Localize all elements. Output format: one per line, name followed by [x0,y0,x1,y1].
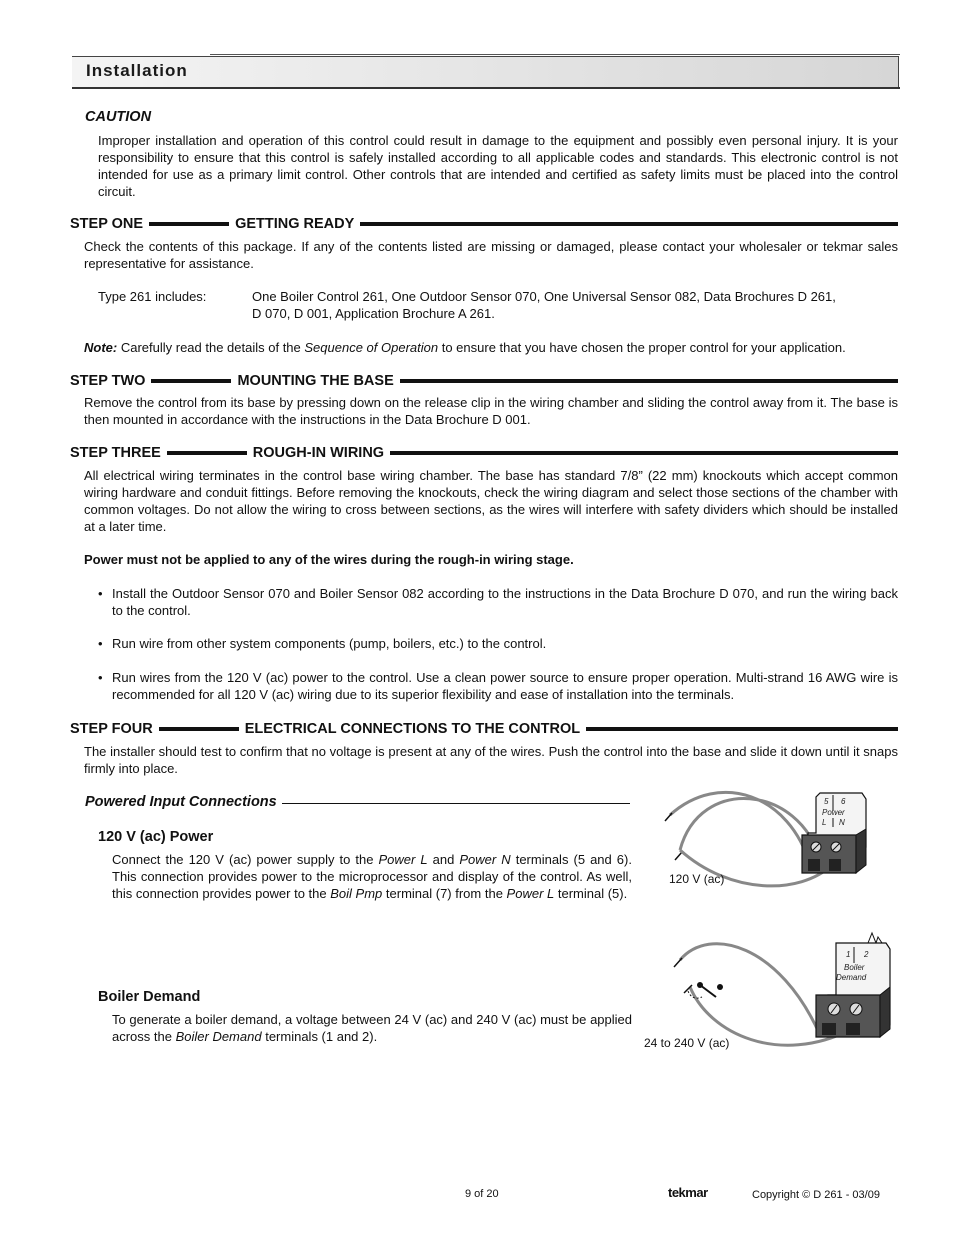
note-text: Carefully read the details of the [117,340,305,355]
note-emphasis: Sequence of Operation [304,340,439,355]
boiler-demand-text: To generate a boiler demand, a voltage between 24 V (ac) and 240 V (ac) must be applied across the Boiler Demand terminals (1 and 2). [112,1012,632,1044]
list-item-text: Install the Outdoor Sensor 070 and Boiler Sensor 082 according to the instructions in the Data Brochure D 070, and run the wiring back to the control. [112,586,898,618]
bullet-dot: • [98,670,103,685]
step-rule [586,727,898,731]
terminal-label: Power [822,808,845,817]
rough-in-warning: Power must not be applied to any of the wires during the rough-in wiring stage. [84,552,574,567]
caution-text: Improper installation and operation of this control could result in damage to the equipment and possibly even personal injury. It is your responsibility to ensure that this control is safely installed according to all applicable codes and standards. This electronic control is not intended for use as a primary limit control. Other controls that are intended and certified as safety limits must be placed into the control circuit. [98,133,898,199]
terminal-number: 5 [824,797,829,806]
step-three-heading [70,443,898,463]
terminal-number: 1 [846,950,851,959]
brand-logo: tekmar [668,1185,708,1200]
step-rule [360,222,898,226]
step-two-text: Remove the control from its base by pressing down on the release clip in the wiring chamber and sliding the control away from it. The base is then mounted in accordance with the instructions in the Data Brochure D 001. [84,395,898,427]
power-title: 120 V (ac) Power [98,829,214,845]
list-item-text: Run wire from other system components (pump, boilers, etc.) to the control. [112,636,547,651]
subsection-rule [282,803,630,804]
subsection-title: Powered Input Connections [85,794,277,810]
step-rule [151,379,231,383]
step-two-heading [70,371,898,391]
clip-tab [868,933,882,943]
terminal-block-side [856,829,866,873]
wire-end [674,958,682,967]
includes-label: Type 261 includes: [98,289,207,304]
step-four-text: The installer should test to confirm that no voltage is present at any of the wires. Push the control into the base and slide it down until it snaps firmly into place. [84,744,898,776]
includes-list [252,288,898,322]
wire-port [822,1023,836,1035]
step-one-text: Check the contents of this package. If any of the contents listed are missing or damaged, please contact your wholesaler or tekmar sales representative for assistance. [84,239,898,271]
header-top-rule [210,54,900,55]
page-title: Installation [86,61,188,80]
step-four-heading [70,719,898,739]
step-rule [390,451,898,455]
power-voltage-label: 120 V (ac) [669,872,725,886]
copyright: Copyright © D 261 - 03/09 [752,1189,880,1201]
list-item-text: Run wires from the 120 V (ac) power to the control. Use a clean power source to ensure proper operation. Multi-strand 16 AWG wire is recommended for all 120 V (ac) wiring due to its superior flexibility and ease of installation into the terminals. [112,670,898,702]
header-bottom-rule [72,87,900,89]
step-rule [167,451,247,455]
step-number: STEP TWO [70,373,146,389]
switch-lever [700,985,716,997]
list-item [98,635,898,652]
section-header-band [72,56,899,88]
bullet-dot: • [98,636,103,651]
list-item [98,669,898,703]
step-rule [149,222,229,226]
wire [670,792,810,865]
terminal-label: Boiler [844,963,865,972]
step-rule [159,727,239,731]
wire-port [829,859,841,871]
note-label: Note: [84,340,118,355]
step-title: MOUNTING THE BASE [237,373,394,389]
note-text: to ensure that you have chosen the proper control for your application. [438,340,846,355]
boiler-demand-wiring-diagram [650,925,900,1085]
step-title: GETTING READY [235,216,355,232]
wire-end [675,852,682,860]
terminal-block-side [880,987,890,1037]
terminal-number: 2 [864,950,869,959]
wire-end [665,813,672,821]
wire-port [846,1023,860,1035]
step-title: ELECTRICAL CONNECTIONS TO THE CONTROL [244,721,581,737]
note-paragraph [84,339,898,356]
step-three-text: All electrical wiring terminates in the control base wiring chamber. The base has standard 7/8” (22 mm) knockouts which accept common wiring hardware and conduit fittings. Before removing the knockouts, check the wiring diagram and select those sections of the chamber with common voltages. Do not allow the wiring to cross between sections, as the wires will interfere with safety dividers which should be installed at a later time. [84,468,898,534]
wire-port [808,859,820,871]
boiler-demand-title: Boiler Demand [98,989,201,1005]
terminal-label: Demand [836,973,867,982]
caution-heading: CAUTION [85,109,152,125]
includes-line: One Boiler Control 261, One Outdoor Sensor 070, One Universal Sensor 082, Data Brochures D 261, [252,289,836,304]
terminal-label: L [822,818,827,827]
step-title: ROUGH-IN WIRING [252,445,385,461]
switch-contact [717,984,723,990]
step-one-heading [70,214,898,234]
terminal-number: 6 [841,797,846,806]
powered-input-heading [85,794,630,810]
step-number: STEP THREE [70,445,161,461]
step-number: STEP ONE [70,216,144,232]
terminal-label: N [839,818,845,827]
step-rule [400,379,898,383]
step-number: STEP FOUR [70,721,153,737]
power-text: Connect the 120 V (ac) power supply to the Power L and Power N terminals (5 and 6). This connection provides power to the microprocessor and display of the control. As well, this connection provides power to the Boil Pmp terminal (7) from the Power L terminal (5). [112,852,632,901]
list-item [98,585,898,619]
bullet-dot: • [98,586,103,601]
includes-line: D 070, D 001, Application Brochure A 261. [252,306,495,321]
wire [680,944,820,1035]
page-number: 9 of 20 [465,1188,499,1200]
demand-voltage-label: 24 to 240 V (ac) [644,1036,730,1050]
